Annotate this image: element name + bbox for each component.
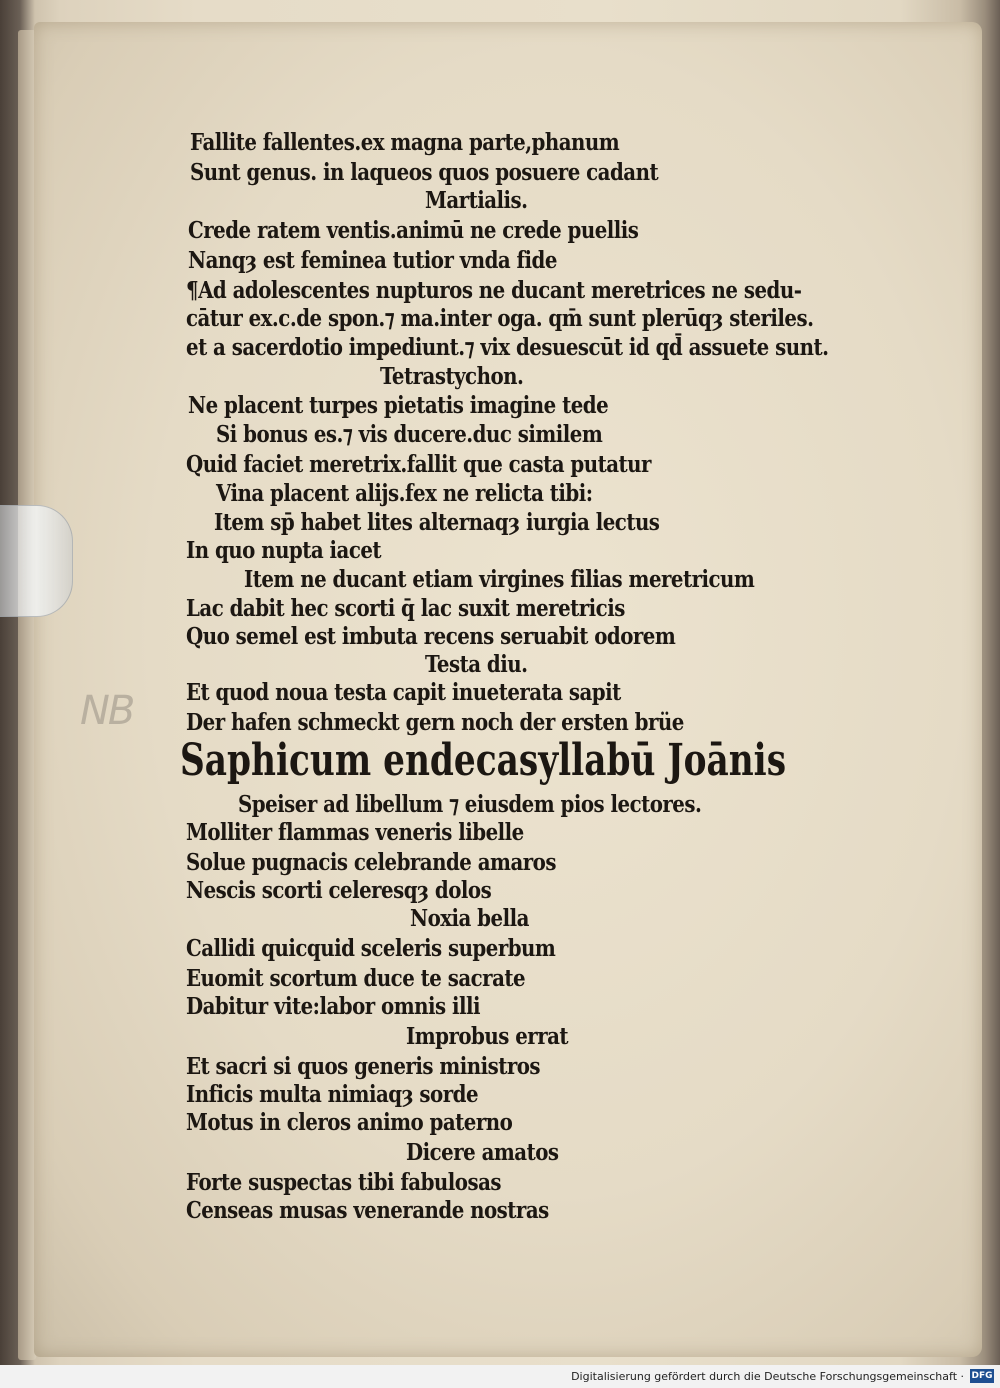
text-line: Forte suspectas tibi fabulosas — [186, 1169, 502, 1196]
text-line: Et sacri si quos generis ministros — [186, 1053, 541, 1080]
text-line: Callidi quicquid sceleris superbum — [186, 935, 556, 962]
text-line: In quo nupta iacet — [186, 537, 382, 564]
text-line: et a sacerdotio impediunt.⁊ vix desuescūt id qd̄ assuete sunt. — [186, 334, 829, 361]
text-line: Speiser ad libellum ⁊ eiusdem pios lectores. — [238, 791, 702, 818]
text-line: Si bonus es.⁊ vis ducere.duc similem — [216, 421, 603, 448]
section-heading: Saphicum endecasyllabū Joānis — [180, 735, 787, 786]
text-line: Quid faciet meretrix.fallit que casta putatur — [186, 451, 651, 478]
text-line: Fallite fallentes.ex magna parte,phanum — [190, 129, 620, 156]
text-line: Molliter flammas veneris libelle — [186, 819, 524, 846]
text-line: Nescis scorti celeresqȝ dolos — [186, 877, 492, 904]
text-line: Der hafen schmeckt gern noch der ersten brüe — [186, 709, 684, 736]
text-line: Inficis multa nimiaqȝ sorde — [186, 1081, 479, 1108]
margin-note: NB — [80, 688, 134, 734]
text-line: Quo semel est imbuta recens seruabit odorem — [186, 623, 676, 650]
text-line: Motus in cleros animo paterno — [186, 1109, 513, 1136]
text-line: Tetrastychon. — [380, 363, 524, 390]
text-line: Testa diu. — [425, 651, 528, 678]
text-line: Nanqȝ est feminea tutior vnda fide — [188, 247, 557, 274]
text-line: Crede ratem ventis.animū ne crede puellis — [188, 217, 639, 244]
text-line: Sunt genus. in laqueos quos posuere cadant — [190, 159, 659, 186]
plastic-clip — [0, 505, 73, 617]
dfg-logo-icon: DFG — [971, 1371, 993, 1381]
text-line: Martialis. — [425, 187, 528, 214]
text-line: Dabitur vite:labor omnis illi — [186, 993, 480, 1020]
text-line: Euomit scortum duce te sacrate — [186, 965, 526, 992]
text-line: cātur ex.c.de spon.⁊ ma.inter oga. qm̄ sunt plerūqȝ steriles. — [186, 305, 814, 332]
text-line: Item ne ducant etiam virgines filias meretricum — [244, 566, 755, 593]
text-line: Dicere amatos — [406, 1139, 559, 1166]
text-line: Solue pugnacis celebrande amaros — [186, 849, 556, 876]
text-line: Lac dabit hec scorti q̄ lac suxit meretricis — [186, 595, 625, 622]
text-line: Noxia bella — [410, 905, 529, 932]
footer-bar — [0, 1365, 1000, 1388]
text-line: Item sp̄ habet lites alternaqȝ iurgia lectus — [214, 509, 660, 536]
text-line: Vina placent alijs.fex ne relicta tibi: — [216, 480, 593, 507]
text-line: Et quod noua testa capit inueterata sapit — [186, 679, 621, 706]
funding-notice: Digitalisierung gefördert durch die Deutsche Forschungsgemeinschaft · — [571, 1370, 964, 1383]
text-line: Censeas musas venerande nostras — [186, 1197, 549, 1224]
text-line: ¶Ad adolescentes nupturos ne ducant meretrices ne sedu- — [186, 277, 802, 304]
text-line: Improbus errat — [406, 1023, 569, 1050]
text-line: Ne placent turpes pietatis imagine tede — [188, 392, 609, 419]
